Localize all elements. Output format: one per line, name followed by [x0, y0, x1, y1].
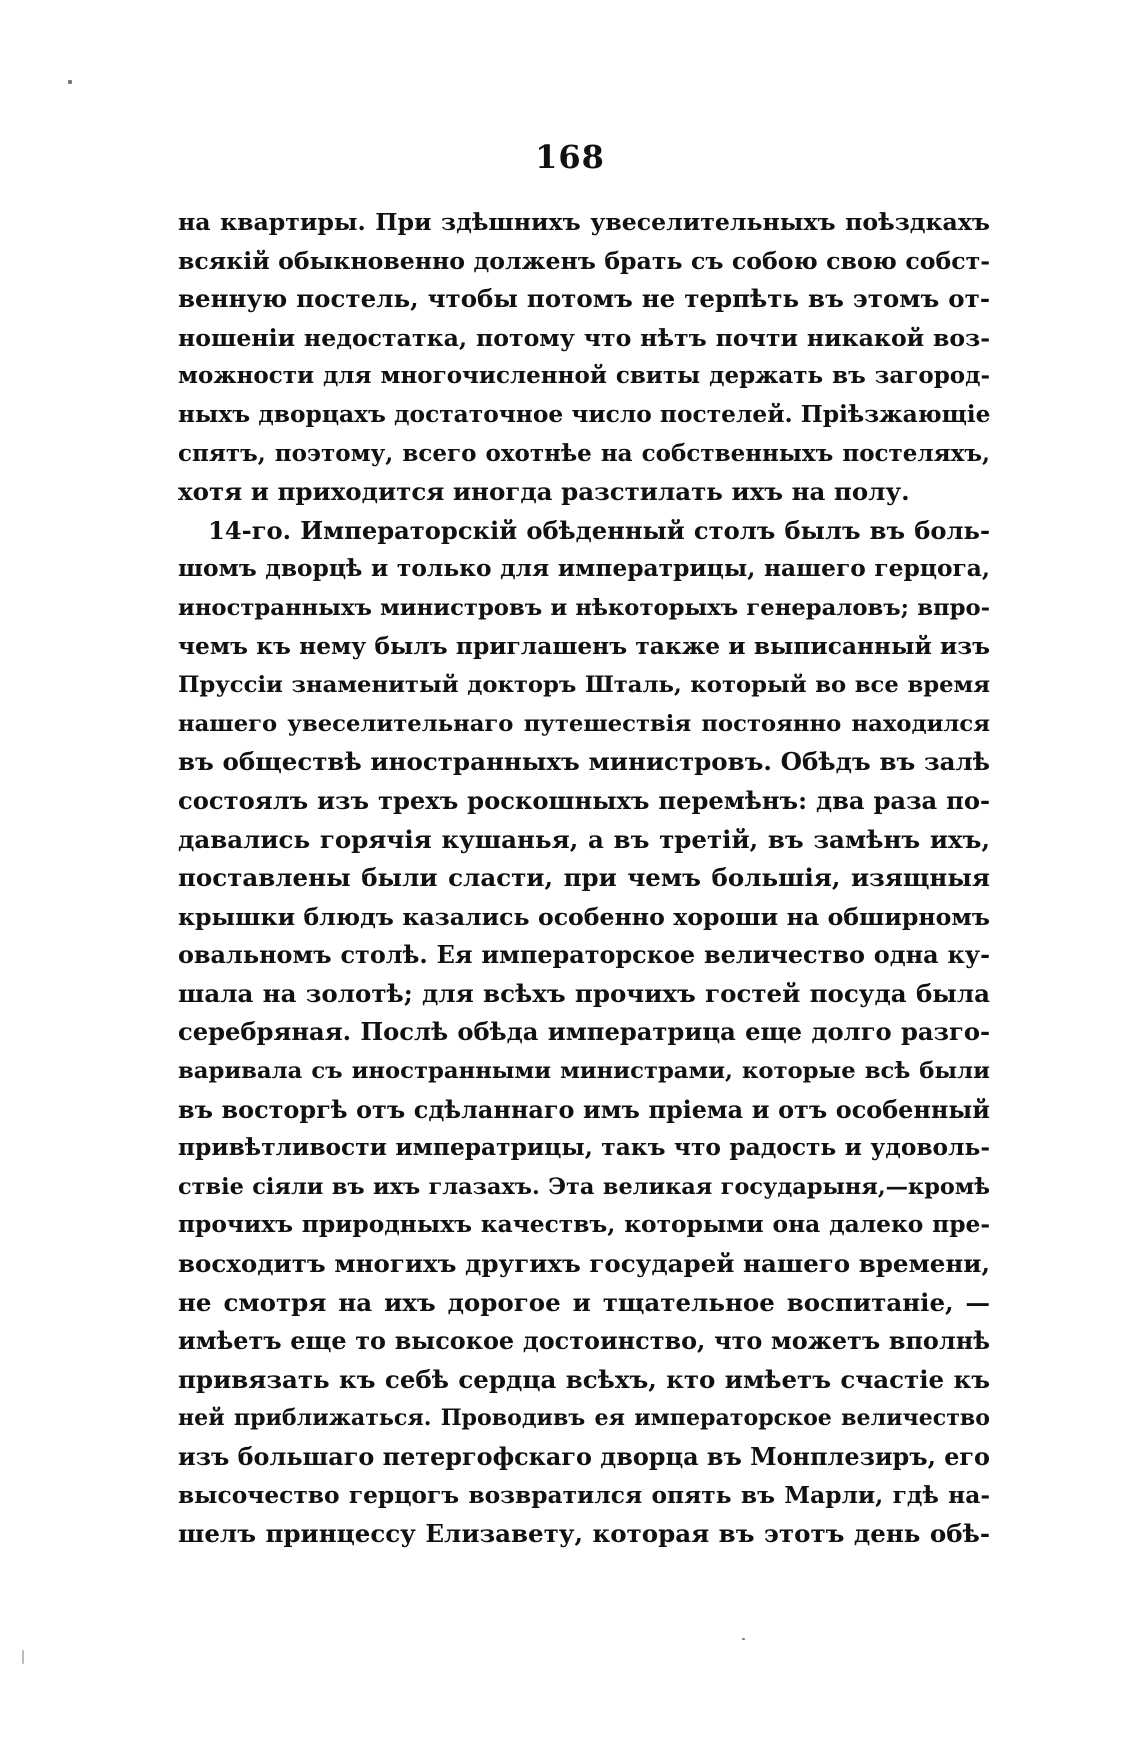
text-line: шомъ дворцѣ и только для императрицы, нашего герцога, [178, 555, 990, 583]
text-line: шала на золотѣ; для всѣхъ прочихъ гостей посуда была [178, 978, 990, 1008]
text-line: на квартиры. При здѣшнихъ увеселительныхъ поѣздкахъ [178, 208, 990, 236]
text-line: не смотря на ихъ дорогое и тщательное воспитаніе, — [178, 1287, 990, 1317]
text-line: всякій обыкновенно долженъ брать съ собою свою собст- [178, 246, 990, 275]
page-number: 168 [535, 138, 605, 176]
text-line: ней приближаться. Проводивъ ея императорское величество [178, 1405, 990, 1432]
text-line: иностранныхъ министровъ и нѣкоторыхъ генераловъ; впро- [178, 594, 990, 621]
text-line: можности для многочисленной свиты держать въ загород- [178, 362, 990, 390]
text-line: привѣтливости императрицы, такъ что радость и удоволь- [178, 1134, 990, 1162]
text-line: высочество герцогъ возвратился опять въ Марли, гдѣ на- [178, 1481, 990, 1509]
text-line: поставлены были сласти, при чемъ большія, изящныя [178, 863, 990, 893]
body-text [178, 203, 990, 1554]
text-line: давались горячія кушанья, а въ третій, въ замѣнъ ихъ, [178, 824, 990, 854]
text-line: привязать къ себѣ сердца всѣхъ, кто имѣетъ счастіе къ [178, 1364, 990, 1394]
text-line: въ восторгѣ отъ сдѣланнаго имъ пріема и отъ особенный [178, 1095, 990, 1124]
text-line: крышки блюдъ казались особенно хороши на обширномъ [178, 902, 990, 931]
text-line: ношеніи недостатка, потому что нѣтъ почти никакой воз- [178, 323, 990, 352]
text-line: хотя и приходится иногда разстилать ихъ на полу. [178, 477, 910, 507]
text-line: чемъ къ нему былъ приглашенъ также и выписанный изъ [178, 632, 990, 660]
text-line: прочихъ природныхъ качествъ, которыми она далеко пре- [178, 1211, 990, 1239]
text-line: спятъ, поэтому, всего охотнѣе на собственныхъ постеляхъ, [178, 439, 990, 467]
paragraph-2 [178, 512, 990, 1554]
text-line: восходитъ многихъ другихъ государей нашего времени, [178, 1249, 990, 1279]
text-line: ствіе сіяли въ ихъ глазахъ. Эта великая государыня,—кромѣ [178, 1173, 990, 1200]
text-line: ныхъ дворцахъ достаточное число постелей. Пріѣзжающіе [178, 400, 990, 428]
text-line: Пруссіи знаменитый докторъ Шталь, который во все время [178, 672, 990, 699]
scan-speck [742, 1638, 745, 1640]
paragraph-1 [178, 203, 990, 512]
text-line: 14-го. Императорскій обѣденный столъ былъ въ боль- [208, 515, 990, 545]
text-line: шелъ принцессу Елизавету, которая въ этотъ день обѣ- [178, 1519, 990, 1549]
text-line: овальномъ столѣ. Ея императорское величество одна ку- [178, 941, 990, 970]
text-line: имѣетъ еще то высокое достоинство, что можетъ вполнѣ [178, 1327, 990, 1356]
text-line: нашего увеселительнаго путешествія постоянно находился [178, 710, 990, 737]
scan-speck [68, 80, 72, 84]
scan-speck [22, 1650, 24, 1664]
text-line: изъ большаго петергофскаго дворца въ Монплезиръ, его [178, 1443, 990, 1471]
text-line: серебряная. Послѣ обѣда императрица еще долго разго- [178, 1017, 990, 1047]
text-line: венную постель, чтобы потомъ не терпѣть въ этомъ от- [178, 284, 990, 314]
text-line: состоялъ изъ трехъ роскошныхъ перемѣнъ: два раза по- [178, 785, 990, 815]
text-line: варивала съ иностранными министрами, которые всѣ были [178, 1058, 990, 1085]
text-line: въ обществѣ иностранныхъ министровъ. Обѣдъ въ залѣ [178, 747, 990, 777]
